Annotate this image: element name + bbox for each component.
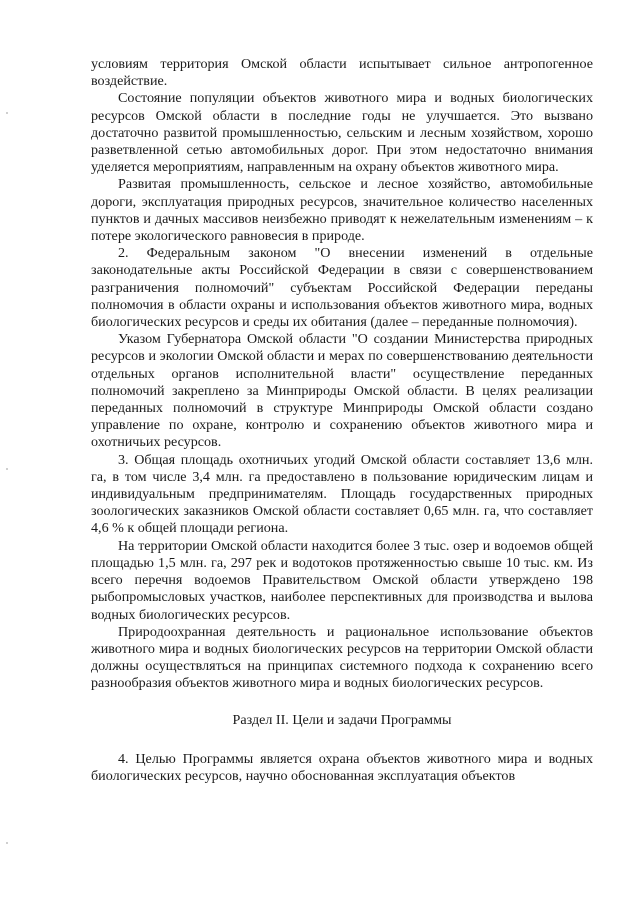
scan-margin-speck — [6, 842, 8, 844]
scan-margin-speck — [6, 468, 8, 470]
paragraph-population-state: Состояние популяции объектов животного мира и водных биологических ресурсов Омской области в последние годы не улучшается. Это вызвано достаточно развитой промышленностью, сельским и лесным хозяйством, хорошо разветвленной сетью автомобильных дорог. При этом недостаточно внимания уделяется мероприятиям, направленным на охрану объектов животного мира. — [91, 90, 593, 176]
paragraph-governor-decree: Указом Губернатора Омской области "О создании Министерства природных ресурсов и экологии Омской области и мерах по совершенствованию деятельности отдельных органов исполнительной власти" осуществление переданных полномочий закреплено за Минприроды Омской области. В целях реализации переданных полномочий в структуре Минприроды Омской области создано управление по охране, контролю и сохранению объектов животного мира и охотничьих ресурсов. — [91, 331, 593, 451]
paragraph-program-goal: 4. Целью Программы является охрана объектов животного мира и водных биологических ресурсов, научно обоснованная эксплуатация объектов — [91, 750, 593, 784]
paragraph-developed-industry: Развитая промышленность, сельское и лесное хозяйство, автомобильные дороги, эксплуатация природных ресурсов, значительное количество населенных пунктов и дачных массивов неизбежно приводят к нежелательным изменениям – к потере экологического равновесия в природе. — [91, 176, 593, 245]
paragraph-continuation: условиям территория Омской области испытывает сильное антропогенное воздействие. — [91, 56, 593, 90]
scan-margin-speck — [6, 112, 8, 114]
paragraph-federal-law: 2. Федеральным законом "О внесении изменений в отдельные законодательные акты Российской Федерации в связи с совершенствованием разграничения полномочий" субъектам Российской Федерации переданы полномочия в области охраны и использования объектов животного мира, водных биологических ресурсов и среды их обитания (далее – переданные полномочия). — [91, 245, 593, 331]
paragraph-conservation-principles: Природоохранная деятельность и рациональное использование объектов животного мира и водных биологических ресурсов на территории Омской области должны осуществляться на принципах системного подхода к сохранению всего разнообразия объектов животного мира и водных биологических ресурсов. — [91, 623, 593, 692]
paragraph-hunting-grounds: 3. Общая площадь охотничьих угодий Омской области составляет 13,6 млн. га, в том числе 3,4 млн. га предоставлено в пользование юридическим лицам и индивидуальным предпринимателям. Площадь государственных природных зоологических заказников Омской области составляет 0,65 млн. га, что составляет 4,6 % к общей площади региона. — [91, 451, 593, 537]
paragraph-lakes-rivers: На территории Омской области находится более 3 тыс. озер и водоемов общей площадью 1,5 млн. га, 297 рек и водотоков протяженностью свыше 10 тыс. км. Из всего перечня водоемов Правительством Омской области утверждено 198 рыбопромысловых участков, наиболее перспективных для производства и вылова водных биологических ресурсов. — [91, 537, 593, 623]
document-body — [91, 56, 593, 785]
section-heading: Раздел II. Цели и задачи Программы — [232, 711, 452, 728]
